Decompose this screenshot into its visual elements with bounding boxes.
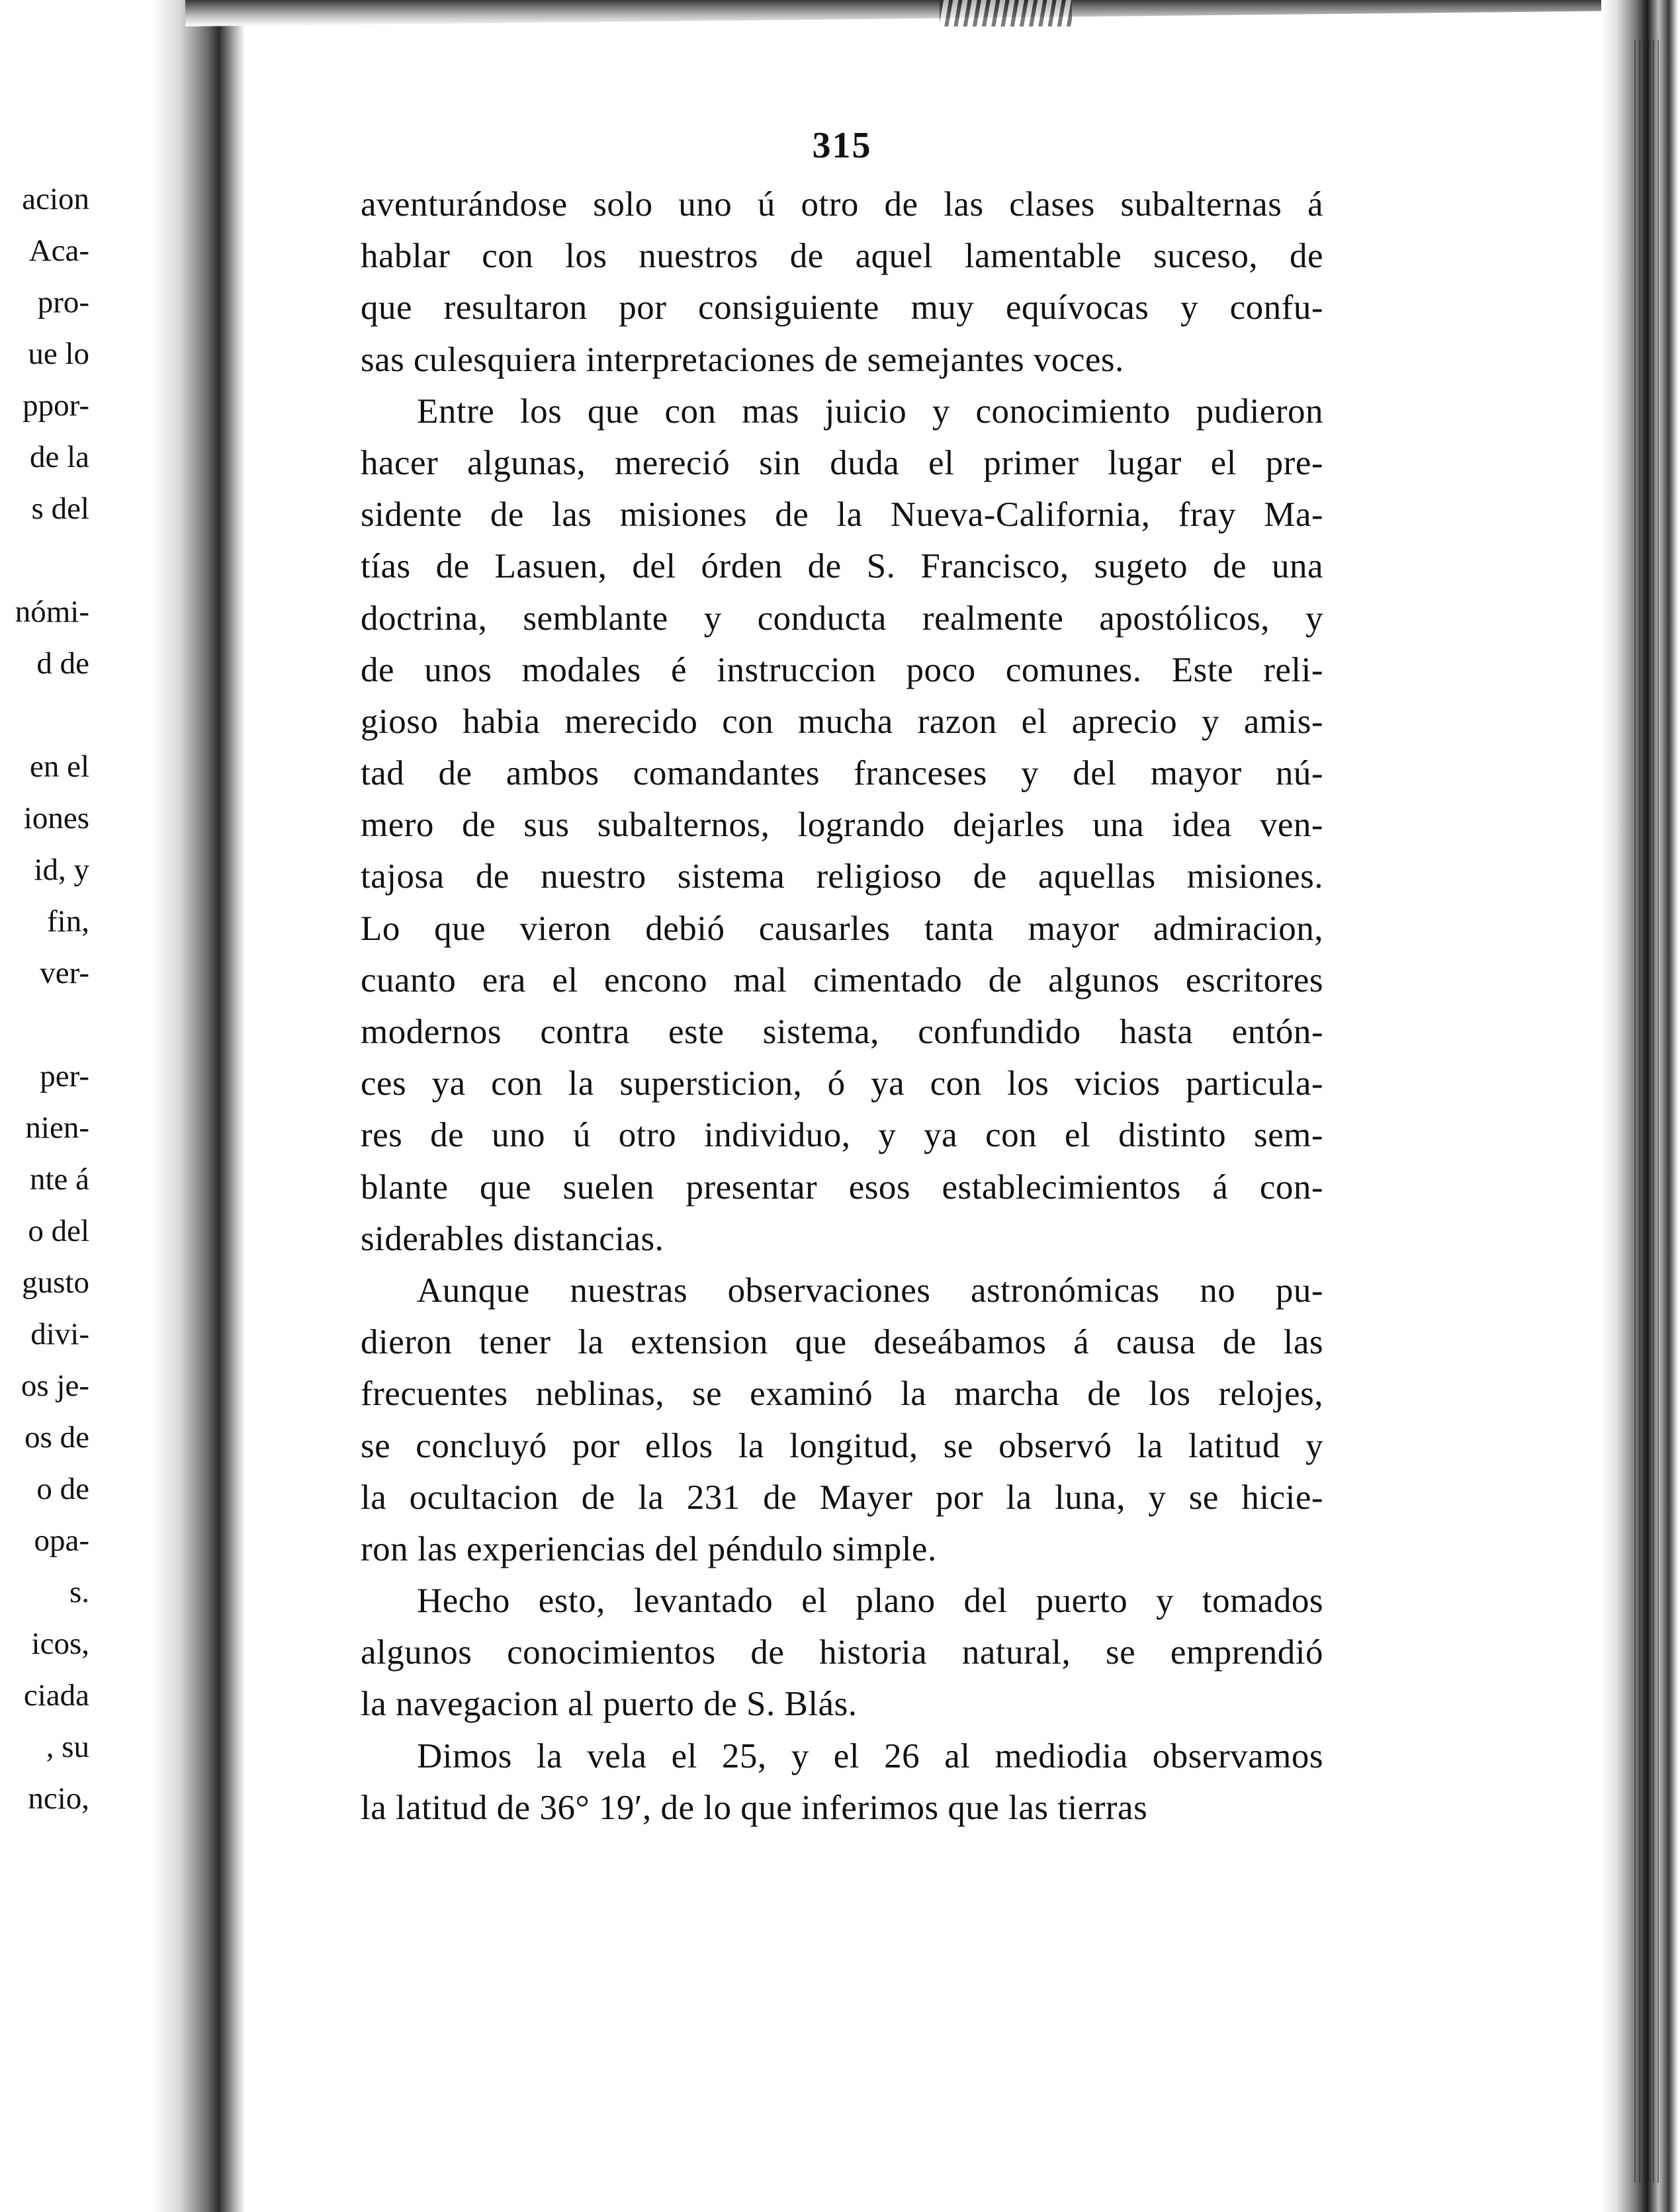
left-page-line: ue lo — [28, 337, 89, 371]
text-line: hacer algunas, mereció sin duda el primer lugar el pre- — [361, 443, 1323, 482]
left-page-line: ppor- — [22, 388, 89, 423]
left-page-line: os je- — [21, 1369, 89, 1403]
left-page-line: iones — [23, 801, 89, 835]
text-line: tías de Lasuen, del órden de S. Francisco, sugeto de una — [361, 547, 1323, 586]
text-line: tad de ambos comandantes franceses y del mayor nú- — [361, 754, 1323, 793]
left-page-line: ciada — [23, 1678, 89, 1713]
left-page-line: opa- — [34, 1523, 89, 1558]
left-page-line — [0, 534, 89, 586]
binding-gutter — [152, 0, 245, 2212]
left-page-line — [0, 689, 89, 741]
text-line: se concluyó por ellos la longitud, se observó la latitud y — [361, 1426, 1323, 1465]
text-line: sas culesquiera interpretaciones de semejantes voces. — [361, 340, 1124, 379]
text-line: hablar con los nuestros de aquel lamentable suceso, de — [361, 237, 1323, 276]
text-line: algunos conocimientos de historia natural, se emprendió — [361, 1633, 1323, 1672]
paragraph — [361, 179, 1323, 386]
top-edge-specks — [940, 0, 1072, 26]
text-line: la ocultacion de la 231 de Mayer por la luna, y se hicie- — [361, 1478, 1323, 1517]
left-page-line: nien- — [25, 1111, 89, 1145]
text-line: modernos contra este sistema, confundido hasta entón- — [361, 1013, 1323, 1051]
left-page-line: nómi- — [15, 595, 89, 629]
top-page-edge — [185, 0, 1641, 26]
left-page-line: d de — [36, 646, 89, 681]
left-page-line: , su — [46, 1730, 89, 1764]
left-page-line: pro- — [37, 285, 89, 319]
left-page-line: Aca- — [28, 234, 89, 268]
left-page-line — [0, 999, 89, 1050]
text-line: dieron tener la extension que deseábamos á causa de las — [361, 1323, 1323, 1362]
left-page-line: acion — [22, 182, 89, 216]
right-page — [361, 112, 1323, 1834]
text-line: blante que suelen presentar esos establecimientos á con- — [361, 1168, 1323, 1207]
left-page-line: icos, — [31, 1627, 89, 1661]
left-page-line: s. — [69, 1575, 89, 1609]
paragraph — [361, 386, 1323, 1265]
left-page-line: os de — [24, 1420, 89, 1455]
left-page-line: ver- — [40, 956, 89, 990]
text-line: frecuentes neblinas, se examinó la marcha de los relojes, — [361, 1375, 1323, 1414]
text-line: mero de sus subalternos, logrando dejarles una idea ven- — [361, 806, 1323, 845]
text-line: aventurándose solo uno ú otro de las clases subalternas á — [361, 185, 1323, 224]
text-line: Lo que vieron debió causarles tanta mayor admiracion, — [361, 909, 1323, 948]
text-line: de unos modales é instruccion poco comunes. Este reli- — [361, 650, 1323, 689]
left-page-line: o de — [36, 1472, 89, 1506]
left-page-line: s del — [31, 491, 89, 526]
text-line: siderables distancias. — [361, 1219, 664, 1258]
text-line: gioso habia merecido con mucha razon el aprecio y amis- — [361, 702, 1323, 741]
paragraph — [361, 1265, 1323, 1575]
left-page-line: per- — [40, 1059, 89, 1093]
text-line: Aunque nuestras observaciones astronómicas no pu- — [417, 1271, 1323, 1310]
left-page-line: fin, — [47, 904, 89, 939]
text-line: Dimos la vela el 25, y el 26 al mediodia observamos — [417, 1736, 1323, 1775]
text-line: res de uno ú otro individuo, y ya con el distinto sem- — [361, 1116, 1323, 1155]
paragraph — [361, 1575, 1323, 1730]
text-line: sidente de las misiones de la Nueva-California, fray Ma- — [361, 495, 1323, 534]
text-line: que resultaron por consiguiente muy equívocas y confu- — [361, 288, 1323, 327]
left-page-line: divi- — [30, 1317, 89, 1351]
text-line: tajosa de nuestro sistema religioso de aquellas misiones. — [361, 857, 1323, 896]
left-page-fragment — [0, 173, 89, 1824]
text-line: ces ya con la supersticion, ó ya con los vicios particula- — [361, 1064, 1323, 1103]
text-line: la latitud de 36° 19′, de lo que inferimos que las tierras — [361, 1788, 1148, 1827]
text-line: ron las experiencias del péndulo simple. — [361, 1529, 937, 1568]
text-line: cuanto era el encono mal cimentado de algunos escritores — [361, 960, 1323, 1000]
text-line: Hecho esto, levantado el plano del puerto y tomados — [417, 1582, 1323, 1621]
paragraph — [361, 1730, 1323, 1834]
body-text — [361, 179, 1323, 1834]
page-number: 315 — [812, 125, 872, 166]
text-line: Entre los que con mas juicio y conocimiento pudieron — [417, 392, 1323, 431]
page-stack-lines — [1634, 40, 1661, 2183]
left-page-line: id, y — [34, 853, 89, 887]
text-line: doctrina, semblante y conducta realmente apostólicos, y — [361, 599, 1323, 638]
left-page-line: gusto — [22, 1265, 89, 1300]
left-page-line: o del — [28, 1214, 89, 1248]
left-page-line: de la — [29, 440, 89, 474]
left-page-line: en el — [29, 749, 89, 784]
left-page-line: nte á — [29, 1162, 89, 1197]
left-page-line: ncio, — [28, 1781, 89, 1816]
text-line: la navegacion al puerto de S. Blás. — [361, 1685, 858, 1724]
